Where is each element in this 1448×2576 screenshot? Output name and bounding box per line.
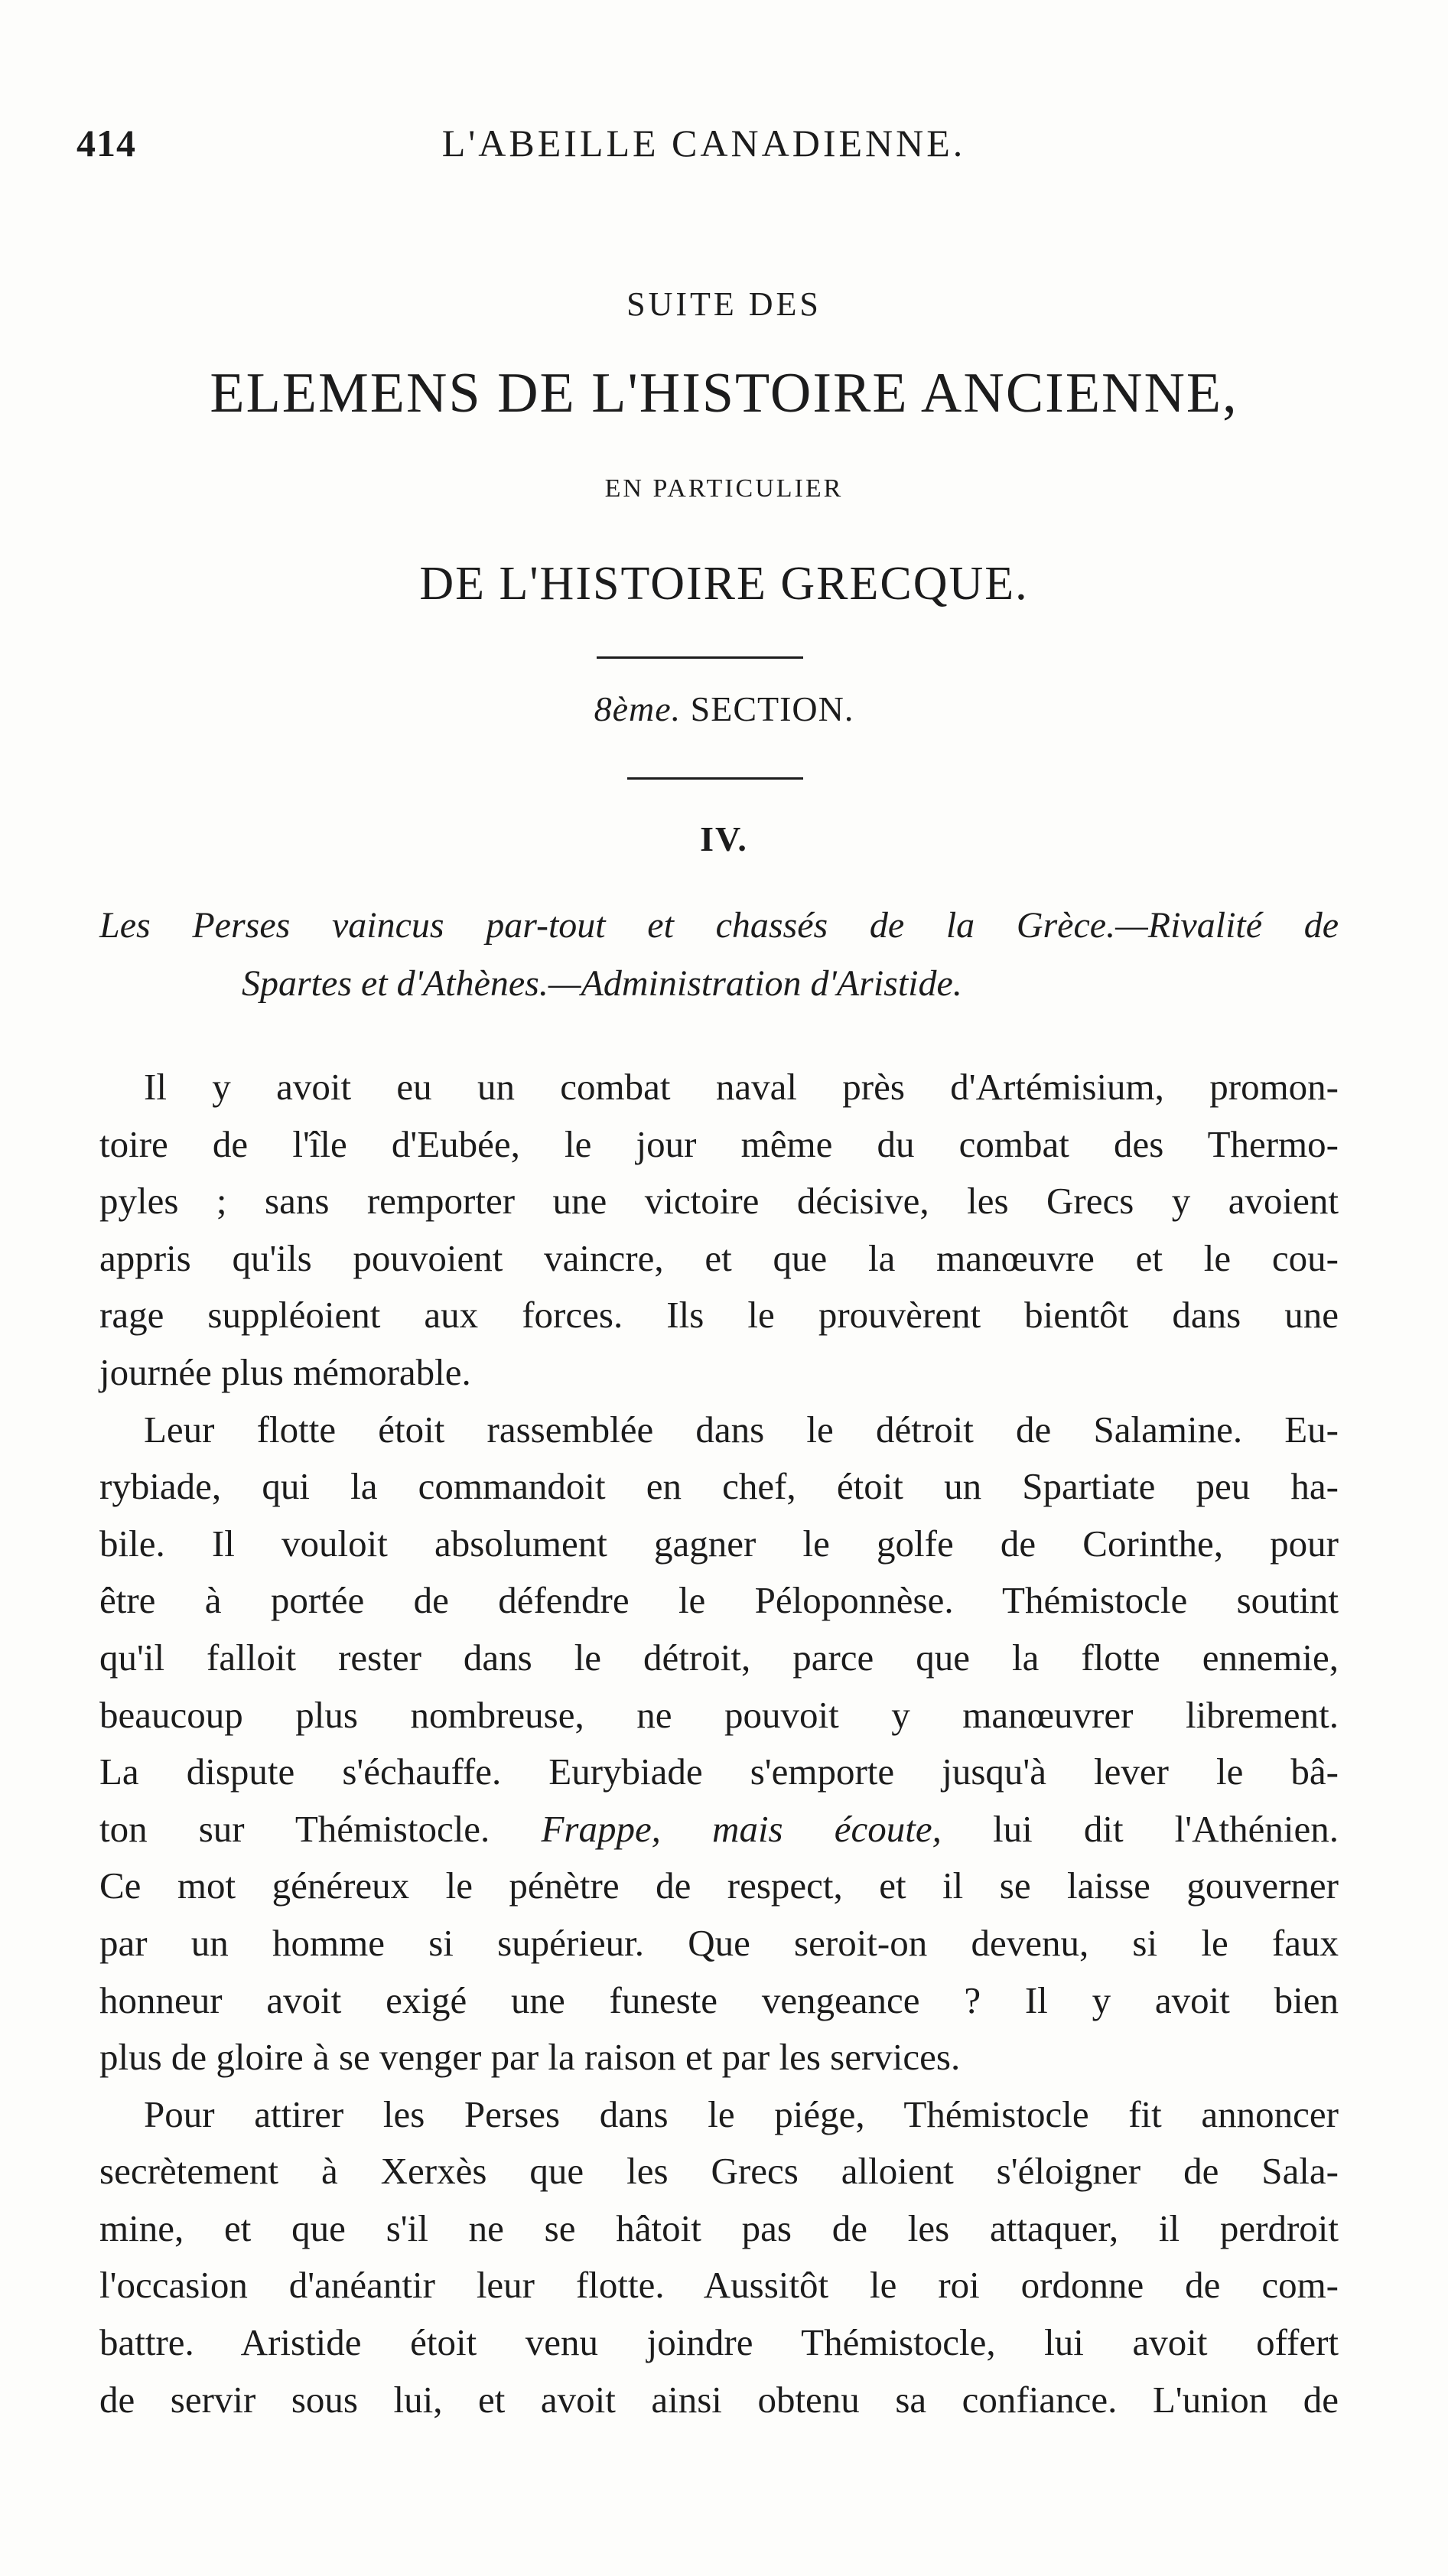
- text-line: être à portée de défendre le Péloponnèse. Thémistocle soutint: [99, 1579, 1339, 1622]
- running-head: [76, 121, 1331, 174]
- section-ordinal: 8ème.: [594, 689, 682, 728]
- text-line: Ce mot généreux le pénètre de respect, et il se laisse gouverner: [99, 1864, 1339, 1907]
- text-line: bile. Il vouloit absolument gagner le golfe de Corinthe, pour: [99, 1522, 1339, 1565]
- text-line: honneur avoit exigé une funeste vengeance ? Il y avoit bien: [99, 1978, 1339, 2021]
- text-line: Il y avoit eu un combat naval près d'Artémisium, promon-: [144, 1066, 1339, 1108]
- summary-line: Les Perses vaincus par-tout et chassés de la Grèce.—Rivalité de: [99, 905, 1339, 946]
- divider-rule: [627, 777, 803, 780]
- text-line: pyles ; sans remporter une victoire décisive, les Grecs y avoient: [99, 1180, 1339, 1223]
- suite-des-heading: SUITE DES: [626, 285, 822, 323]
- chapter-summary: [99, 897, 1339, 1013]
- text-line: beaucoup plus nombreuse, ne pouvoit y manœuvrer librement.: [99, 1693, 1339, 1736]
- quote-before: ton sur Thémistocle.: [99, 1807, 490, 1850]
- text-line: par un homme si supérieur. Que seroit-on devenu, si le faux: [99, 1921, 1339, 1964]
- sub-title: DE L'HISTOIRE GRECQUE.: [419, 558, 1029, 610]
- page-number: 414: [76, 122, 136, 164]
- text-line: battre. Aristide étoit venu joindre Thémistocle, lui avoit offert: [99, 2321, 1339, 2364]
- en-particulier-heading: EN PARTICULIER: [604, 474, 844, 503]
- chapter-numeral: IV.: [700, 819, 748, 858]
- quote-line: [99, 1801, 1339, 1858]
- text-line: de servir sous lui, et avoit ainsi obtenu sa confiance. L'union de: [99, 2378, 1339, 2421]
- text-line: toire de l'île d'Eubée, le jour même du combat des Thermo-: [99, 1122, 1339, 1165]
- text-line: appris qu'ils pouvoient vaincre, et que la manœuvre et le cou-: [99, 1236, 1339, 1279]
- text-line: qu'il falloit rester dans le détroit, parce que la flotte ennemie,: [99, 1636, 1339, 1679]
- text-line: journée plus mémorable.: [99, 1350, 471, 1393]
- quote-text: Frappe, mais écoute,: [541, 1807, 942, 1850]
- text-line: l'occasion d'anéantir leur flotte. Aussitôt le roi ordonne de com-: [99, 2264, 1339, 2307]
- text-line: plus de gloire à se venger par la raison et par les services.: [99, 2036, 961, 2079]
- text-line: Leur flotte étoit rassemblée dans le détroit de Salamine. Eu-: [144, 1408, 1339, 1451]
- text-line: La dispute s'échauffe. Eurybiade s'emporte jusqu'à lever le bâ-: [99, 1750, 1339, 1793]
- quote-after: lui dit l'Athénien.: [992, 1807, 1339, 1850]
- running-title: L'ABEILLE CANADIENNE.: [441, 122, 966, 164]
- divider-rule: [597, 656, 803, 659]
- text-line: mine, et que s'il ne se hâtoit pas de les attaquer, il perdroit: [99, 2206, 1339, 2249]
- text-line: rage suppléoient aux forces. Ils le prouvèrent bientôt dans une: [99, 1294, 1339, 1337]
- summary-line: Spartes et d'Athènes.—Administration d'Aristide.: [242, 963, 962, 1004]
- text-line: rybiade, qui la commandoit en chef, étoit un Spartiate peu ha-: [99, 1465, 1339, 1508]
- section-label: SECTION.: [690, 689, 854, 728]
- section-heading: [0, 689, 1448, 729]
- text-line: secrètement à Xerxès que les Grecs alloient s'éloigner de Sala-: [99, 2150, 1339, 2193]
- main-title: ELEMENS DE L'HISTOIRE ANCIENNE,: [210, 362, 1238, 425]
- text-line: Pour attirer les Perses dans le piége, Thémistocle fit annoncer: [144, 2092, 1339, 2135]
- body-text: [99, 1059, 1339, 2428]
